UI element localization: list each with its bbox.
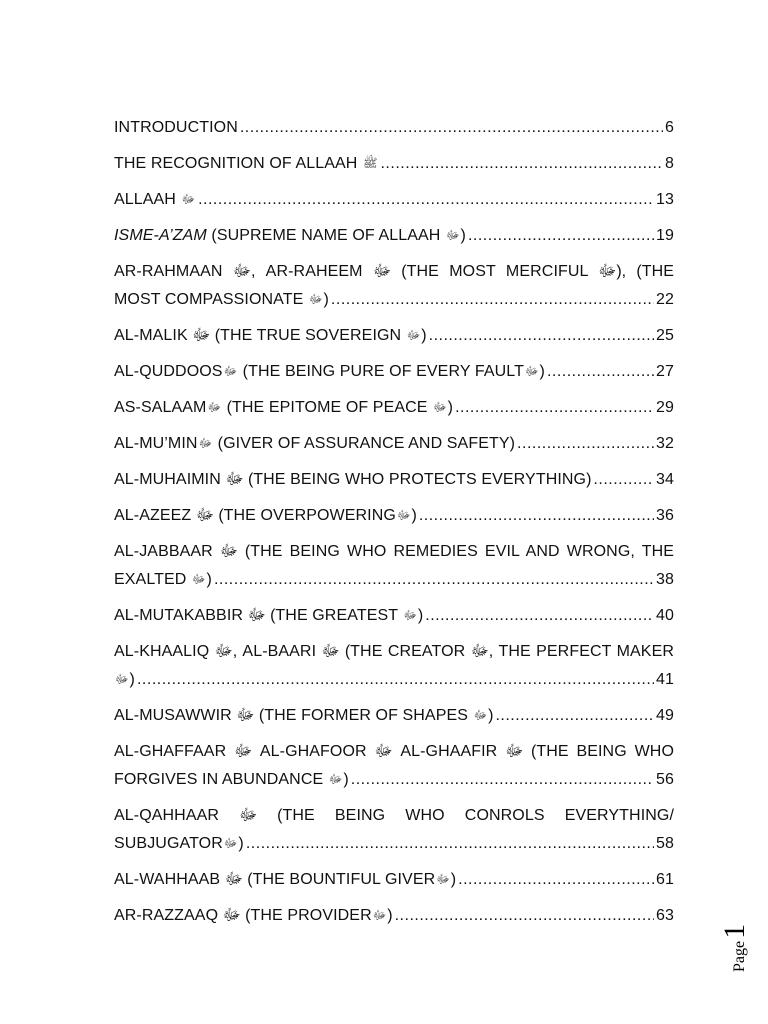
honorific-icon: ﷻ — [207, 400, 222, 414]
toc-entry-introduction[interactable] — [114, 114, 674, 142]
toc-entry-title-text: MOST COMPASSIONATE — [114, 291, 304, 308]
dot-leader — [380, 150, 663, 178]
toc-entry-page: 34 — [656, 471, 674, 488]
honorific-icon: ﷻ — [223, 836, 238, 850]
honorific-icon: ﷻ — [328, 772, 343, 786]
honorific-icon: ﷻ — [223, 364, 238, 378]
toc-entry-line2 — [114, 766, 674, 794]
toc-entry-title: INTRODUCTION — [114, 119, 238, 136]
toc-entry-ar-rahmaan[interactable] — [114, 258, 674, 314]
table-of-contents — [114, 114, 674, 938]
toc-entry-ar-razzaaq[interactable] — [114, 902, 674, 930]
toc-entry-title-suffix: ) — [447, 399, 454, 416]
toc-entry-title — [114, 702, 493, 730]
toc-entry-title — [114, 666, 135, 694]
toc-entry-line2 — [114, 566, 674, 594]
honorific-icon: ﷻ — [191, 572, 206, 586]
toc-entry-title-text: AL-WAHHAAB ﷻ (THE BOUNTIFUL GIVER — [114, 871, 436, 888]
toc-entry-page: 22 — [656, 291, 674, 308]
toc-entry-title-text: AS-SALAAM — [114, 399, 207, 416]
toc-entry-page: 38 — [656, 571, 674, 588]
toc-entry-page: 36 — [656, 507, 674, 524]
toc-entry-title-text: ALLAAH — [114, 191, 176, 208]
toc-entry-al-azeez[interactable] — [114, 502, 674, 530]
honorific-icon: ﷺ — [362, 156, 378, 170]
toc-entry-recognition[interactable] — [114, 150, 674, 178]
toc-entry-al-mumin[interactable] — [114, 430, 674, 458]
toc-entry-al-mutakabbir[interactable] — [114, 602, 674, 630]
toc-entry-title-suffix: ) — [488, 707, 494, 724]
toc-entry-title — [114, 186, 196, 214]
toc-entry-title-mid: (THE EPITOME OF PEACE — [222, 399, 433, 416]
toc-entry-title-suffix: ) — [129, 671, 135, 688]
toc-entry-page: 8 — [665, 155, 674, 172]
toc-entry-title-text: FORGIVES IN ABUNDANCE — [114, 771, 328, 788]
toc-entry-title-suffix: ) — [343, 771, 349, 788]
toc-entry-page: 58 — [656, 835, 674, 852]
toc-entry-title — [114, 286, 329, 314]
toc-entry-title — [114, 430, 515, 458]
toc-entry-title-mid: (THE BEING PURE OF EVERY FAULT — [238, 363, 524, 380]
honorific-icon: ﷻ — [524, 364, 539, 378]
toc-entry-as-salaam[interactable] — [114, 394, 674, 422]
toc-entry-title — [114, 358, 545, 386]
toc-entry-title-text: THE RECOGNITION OF ALLAAH — [114, 155, 358, 172]
honorific-icon: ﷻ — [406, 328, 421, 342]
toc-entry-title — [114, 766, 349, 794]
toc-entry-title-text: AL-MUTAKABBIR ﷻ (THE GREATEST — [114, 607, 403, 624]
toc-entry-al-jabbaar[interactable] — [114, 538, 674, 594]
toc-entry-title — [114, 830, 244, 858]
toc-entry-page: 19 — [656, 227, 674, 244]
toc-entry-al-ghaffaar[interactable] — [114, 738, 674, 794]
toc-entry-title-text: AL-QUDDOOS — [114, 363, 223, 380]
honorific-icon: ﷻ — [433, 400, 447, 414]
toc-entry-page: 32 — [656, 435, 674, 452]
toc-entry-page: 63 — [656, 907, 674, 924]
dot-leader — [395, 902, 654, 930]
dot-leader — [246, 830, 654, 858]
toc-entry-title-suffix: ) — [411, 507, 417, 524]
toc-entry-title-text: AL-MALIK ﷻ (THE TRUE SOVEREIGN — [114, 327, 402, 344]
toc-entry-title-suffix: ) — [417, 607, 424, 624]
toc-entry-title-suffix: ) — [387, 907, 393, 924]
toc-entry-title — [114, 866, 456, 894]
dot-leader — [429, 322, 654, 350]
dot-leader — [351, 766, 654, 794]
toc-entry-page: 40 — [656, 607, 674, 624]
toc-entry-al-qahhaar[interactable] — [114, 802, 674, 858]
toc-entry-page: 61 — [656, 871, 674, 888]
toc-entry-title: AL-MUHAIMIN ﷻ (THE BEING WHO PROTECTS EVERYTHING) — [114, 471, 592, 488]
toc-entry-al-muhaimin[interactable] — [114, 466, 674, 494]
dot-leader — [214, 566, 654, 594]
toc-entry-title-text: AL-AZEEZ ﷻ (THE OVERPOWERING — [114, 507, 396, 524]
dot-leader — [425, 602, 654, 630]
toc-entry-page: 41 — [656, 671, 674, 688]
toc-entry-title-suffix: ) — [323, 291, 329, 308]
toc-entry-title-text: SUBJUGATOR — [114, 835, 223, 852]
toc-entry-al-quddoos[interactable] — [114, 358, 674, 386]
honorific-icon: ﷻ — [181, 192, 196, 206]
dot-leader — [240, 114, 663, 142]
toc-entry-al-musawwir[interactable] — [114, 702, 674, 730]
honorific-icon: ﷻ — [436, 872, 450, 886]
toc-entry-title-suffix: ) — [238, 835, 244, 852]
toc-entry-isme-azam[interactable] — [114, 222, 674, 250]
page-number: 1 — [718, 923, 751, 939]
toc-entry-title — [114, 150, 378, 178]
toc-entry-page: 56 — [656, 771, 674, 788]
honorific-icon: ﷻ — [115, 672, 129, 686]
toc-entry-title-suffix: ) — [450, 871, 457, 888]
toc-entry-title — [114, 902, 393, 930]
toc-entry-title — [114, 502, 417, 530]
honorific-icon: ﷻ — [403, 608, 417, 622]
toc-entry-allaah[interactable] — [114, 186, 674, 214]
toc-entry-title-mid: (GIVER OF ASSURANCE AND SAFETY) — [213, 435, 516, 452]
dot-leader — [455, 394, 654, 422]
toc-entry-title-line1: AL-GHAFFAAR ﷻ AL-GHAFOOR ﷻ AL-GHAAFIR ﷻ (THE BEING WHO — [114, 743, 674, 760]
toc-entry-al-khaaliq[interactable] — [114, 638, 674, 694]
dot-leader — [547, 358, 654, 386]
toc-entry-title-suffix: ) — [539, 363, 545, 380]
toc-entry-italic-title: ISME-A’ZAM — [114, 227, 207, 244]
toc-entry-title-text: AL-MUSAWWIR ﷻ (THE FORMER OF SHAPES — [114, 707, 473, 724]
toc-entry-page: 49 — [656, 707, 674, 724]
toc-entry-title-text: AR-RAZZAAQ ﷻ (THE PROVIDER — [114, 907, 372, 924]
toc-entry-line2 — [114, 666, 674, 694]
honorific-icon: ﷻ — [308, 292, 323, 306]
toc-entry-line2 — [114, 286, 674, 314]
toc-entry-title-suffix: ) — [421, 327, 427, 344]
toc-entry-title — [114, 566, 212, 594]
toc-entry-title-line1: AL-KHAALIQ ﷻ, AL-BAARI ﷻ (THE CREATOR ﷻ, THE PERFECT MAKER — [114, 643, 674, 660]
toc-entry-title-line1: AL-QAHHAAR ﷻ (THE BEING WHO CONROLS EVERYTHING/ — [114, 807, 674, 824]
toc-entry-title-line1: AL-JABBAAR ﷻ (THE BEING WHO REMEDIES EVIL AND WRONG, THE — [114, 543, 674, 560]
toc-entry-al-wahhaab[interactable] — [114, 866, 674, 894]
page-number-footer — [718, 912, 751, 972]
toc-entry-title-text: AL-MU’MIN — [114, 435, 198, 452]
dot-leader — [137, 666, 654, 694]
toc-entry-title — [114, 222, 466, 250]
page-number-rotated — [718, 924, 752, 972]
toc-entry-line2 — [114, 830, 674, 858]
honorific-icon: ﷻ — [396, 508, 411, 522]
toc-entry-page: 13 — [656, 191, 674, 208]
toc-entry-title — [114, 602, 423, 630]
toc-entry-title-line1: AR-RAHMAAN ﷻ, AR-RAHEEM ﷻ (THE MOST MERCIFUL ﷻ), (THE — [114, 263, 674, 280]
toc-entry-title-text: (SUPREME NAME OF ALLAAH — [206, 227, 441, 244]
toc-entry-al-malik[interactable] — [114, 322, 674, 350]
dot-leader — [495, 702, 654, 730]
dot-leader — [458, 866, 654, 894]
page-word: Page — [731, 940, 748, 972]
toc-entry-title-text: EXALTED — [114, 571, 191, 588]
honorific-icon: ﷻ — [445, 228, 460, 242]
toc-entry-page: 29 — [656, 399, 674, 416]
toc-entry-title — [114, 394, 453, 422]
dot-leader — [198, 186, 654, 214]
honorific-icon: ﷻ — [198, 436, 213, 450]
toc-entry-title-suffix: ) — [206, 571, 212, 588]
toc-entry-page: 27 — [656, 363, 674, 380]
toc-entry-page: 25 — [656, 327, 674, 344]
dot-leader — [419, 502, 654, 530]
toc-entry-title-suffix: ) — [460, 227, 466, 244]
toc-entry-title — [114, 322, 427, 350]
dot-leader — [593, 466, 654, 494]
dot-leader — [331, 286, 654, 314]
honorific-icon: ﷻ — [473, 708, 488, 722]
dot-leader — [468, 222, 654, 250]
toc-entry-page: 6 — [665, 119, 674, 136]
dot-leader — [517, 430, 654, 458]
honorific-icon: ﷻ — [372, 908, 387, 922]
